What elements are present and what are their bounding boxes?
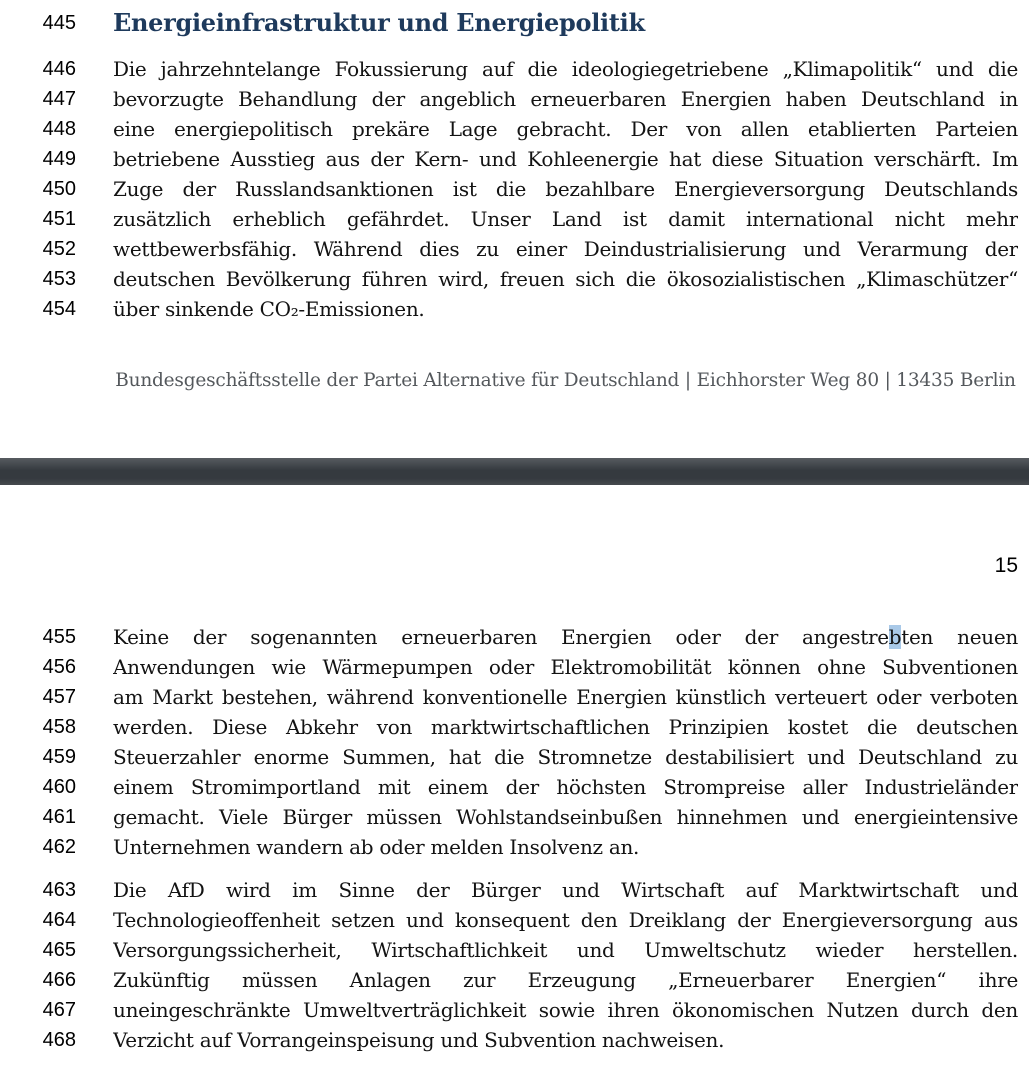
text-line: am Markt bestehen, während konventionelle Energien künstlich verteuert oder verboten	[113, 685, 1018, 709]
text-line: Zukünftig müssen Anlagen zur Erzeugung „Erneuerbarer Energien“ ihre	[113, 968, 1018, 992]
page-footer: Bundesgeschäftsstelle der Partei Alternative für Deutschland | Eichhorster Weg 80 | 13435 Berlin	[115, 370, 1016, 391]
text-line-row	[0, 234, 1029, 264]
line-number: 447	[42, 88, 76, 110]
line-number: 468	[42, 1029, 76, 1051]
text-line-row	[0, 965, 1029, 995]
line-number: 461	[42, 806, 76, 828]
text-line: Versorgungssicherheit, Wirtschaftlichkeit und Umweltschutz wieder herstellen.	[113, 938, 1018, 962]
text-line-row	[0, 204, 1029, 234]
text-line: über sinkende CO₂-Emissionen.	[113, 297, 425, 321]
text-line-row	[0, 832, 1029, 862]
line-number: 446	[42, 58, 76, 80]
paragraph-1	[0, 54, 1029, 324]
text-line-row	[0, 802, 1029, 832]
line-number: 462	[42, 836, 76, 858]
line-number: 457	[42, 686, 76, 708]
page-lower	[0, 551, 1029, 1055]
line-number: 466	[42, 969, 76, 991]
text-line: eine energiepolitisch prekäre Lage gebracht. Der von allen etablierten Parteien	[113, 117, 1018, 141]
text-line-row	[0, 84, 1029, 114]
text-line-row	[0, 935, 1029, 965]
line-number: 451	[42, 208, 76, 230]
page-separator	[0, 458, 1029, 485]
text-line-row	[0, 144, 1029, 174]
section-heading: Energieinfrastruktur und Energiepolitik	[113, 8, 645, 37]
page-number: 15	[994, 554, 1018, 577]
text-line-row	[0, 652, 1029, 682]
text-line: Verzicht auf Vorrangeinspeisung und Subvention nachweisen.	[113, 1028, 725, 1052]
heading-row	[0, 8, 1029, 38]
line-number: 450	[42, 178, 76, 200]
text-line-row	[0, 114, 1029, 144]
text-line: Die AfD wird im Sinne der Bürger und Wirtschaft auf Marktwirtschaft und	[113, 878, 1018, 902]
text-line: gemacht. Viele Bürger müssen Wohlstandseinbußen hinnehmen und energieintensive	[113, 805, 1018, 829]
text-line: Technologieoffenheit setzen und konsequent den Dreiklang der Energieversorgung aus	[113, 908, 1018, 932]
paragraph-2	[0, 622, 1029, 862]
line-number: 460	[42, 776, 76, 798]
text-line-row	[0, 742, 1029, 772]
text-line: zusätzlich erheblich gefährdet. Unser Land ist damit international nicht mehr	[113, 207, 1018, 231]
text-line-row	[0, 622, 1029, 652]
page-upper	[0, 0, 1029, 396]
text-line: Zuge der Russlandsanktionen ist die bezahlbare Energieversorgung Deutschlands	[113, 177, 1018, 201]
text-line-row	[0, 772, 1029, 802]
text-segment: ten neuen	[901, 625, 1018, 649]
line-number: 453	[42, 268, 76, 290]
text-line-row	[0, 294, 1029, 324]
line-number: 459	[42, 746, 76, 768]
text-line: betriebene Ausstieg aus der Kern- und Kohleenergie hat diese Situation verschärft. Im	[113, 147, 1018, 171]
line-number: 448	[42, 118, 76, 140]
selection-highlight: b	[888, 625, 902, 649]
text-line: uneingeschränkte Umweltverträglichkeit sowie ihren ökonomischen Nutzen durch den	[113, 998, 1018, 1022]
line-number: 449	[42, 148, 76, 170]
line-number: 454	[42, 298, 76, 320]
text-line-row	[0, 995, 1029, 1025]
line-number: 456	[42, 656, 76, 678]
text-line: Anwendungen wie Wärmepumpen oder Elektromobilität können ohne Subventionen	[113, 655, 1018, 679]
text-line-row	[0, 174, 1029, 204]
text-segment: Keine der sogenannten erneuerbaren Energien oder der angestre	[113, 625, 889, 649]
line-number: 467	[42, 999, 76, 1021]
line-number: 464	[42, 909, 76, 931]
text-line: Steuerzahler enorme Summen, hat die Stromnetze destabilisiert und Deutschland zu	[113, 745, 1018, 769]
page-number-row	[113, 551, 1018, 581]
text-line: werden. Diese Abkehr von marktwirtschaftlichen Prinzipien kostet die deutschen	[113, 715, 1018, 739]
text-line-row	[0, 1025, 1029, 1055]
text-line-row	[0, 712, 1029, 742]
line-number: 452	[42, 238, 76, 260]
text-line-row	[0, 264, 1029, 294]
text-line: deutschen Bevölkerung führen wird, freuen sich die ökosozialistischen „Klimaschützer“	[113, 267, 1018, 291]
text-line-row	[0, 682, 1029, 712]
text-line-row	[0, 905, 1029, 935]
line-number: 445	[42, 12, 76, 34]
line-number: 463	[42, 879, 76, 901]
paragraph-3	[0, 875, 1029, 1055]
text-line: wettbewerbsfähig. Während dies zu einer Deindustrialisierung und Verarmung der	[113, 237, 1018, 261]
line-number: 458	[42, 716, 76, 738]
text-line	[113, 622, 1018, 652]
text-line-row	[0, 875, 1029, 905]
line-number: 465	[42, 939, 76, 961]
text-line: einem Stromimportland mit einem der höchsten Strompreise aller Industrieländer	[113, 775, 1018, 799]
text-line: Die jahrzehntelange Fokussierung auf die ideologiegetriebene „Klimapolitik“ und die	[113, 57, 1018, 81]
text-line: bevorzugte Behandlung der angeblich erneuerbaren Energien haben Deutschland in	[113, 87, 1018, 111]
line-number: 455	[42, 626, 76, 648]
text-line: Unternehmen wandern ab oder melden Insolvenz an.	[113, 835, 640, 859]
text-line-row	[0, 54, 1029, 84]
